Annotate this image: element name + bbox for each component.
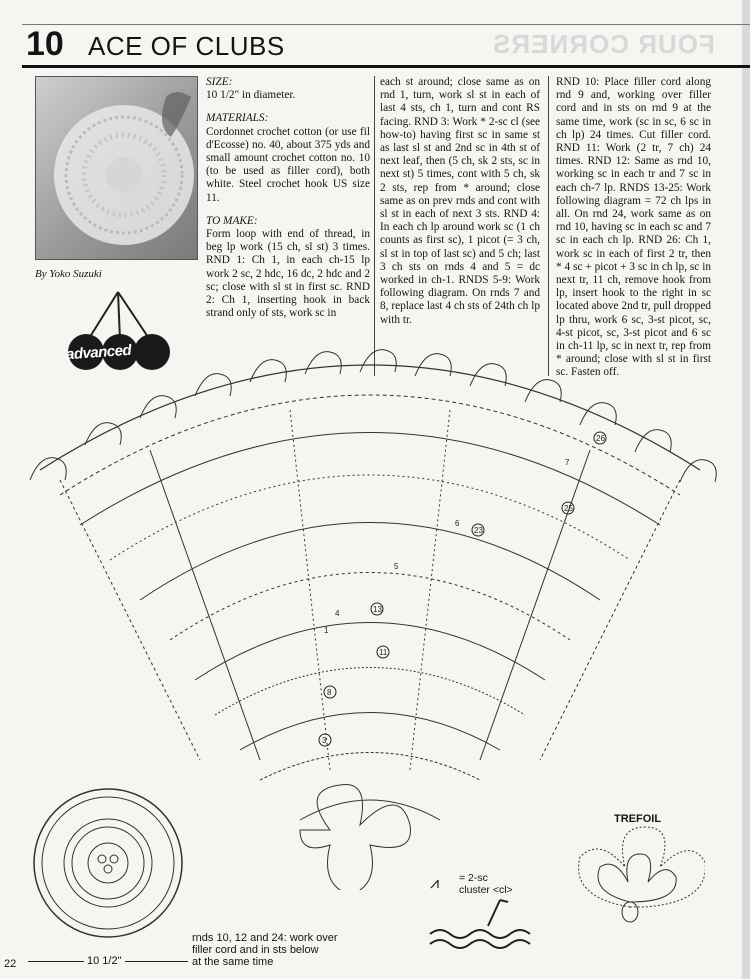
difficulty-badge: advanced xyxy=(65,341,132,364)
page-number: 22 xyxy=(4,958,17,970)
stitch-illustration xyxy=(428,896,548,952)
column-3-text: RND 10: Place filler cord along rnd 9 and, working over filler cord and in sts on rnd 9 at the same time, work (sc in sc, 6 sc in ch lp) 24 times. Cut filler cord. RND 11: Work (2 tr, 7 ch) 24 times. RND 12: Same as rnd 10, working sc in each tr and 7 sc in each ch-7 lp. RNDS 13-25: Work following diagram = 72 ch lps in all. On rnd 24, work same as on rnd 10, having sc in each sc and 7 sc in each ch lp. RND 26: Ch 1, work sc in each of first 2 tr, then * 4 sc + picot + 3 sc in ch lp, sc in next tr, 11 ch, remove hook from lp, insert hook to the right in sc located above 2nd tr, pull dropped lp thru, work 6 sc, 3-st picot, sc, 4-st picot, sc, 3-st picot and 6 sc in ch-11 lp, sc in next tr, rep from * around; close with sl st in first sc. Fasten off. xyxy=(556,76,711,379)
round-label: 26 xyxy=(596,434,605,443)
round-label: 3 xyxy=(322,736,327,745)
marker-label: 7 xyxy=(565,458,570,467)
dimension-label: 10 1/2" xyxy=(84,955,125,967)
doily-photo-art xyxy=(36,77,197,259)
round-label: 23 xyxy=(474,526,483,535)
page-title: ACE OF CLUBS xyxy=(88,31,285,61)
to-make-heading: TO MAKE: xyxy=(206,214,258,227)
pattern-number: 10 xyxy=(26,25,64,63)
page-edge xyxy=(742,0,750,979)
cluster-legend xyxy=(459,872,513,896)
note-line: rnds 10, 12 and 24: work over xyxy=(192,932,338,944)
doily-overview-diagram xyxy=(30,785,186,941)
size-heading: SIZE: xyxy=(206,76,233,88)
legend-line: cluster <cl> xyxy=(459,884,513,896)
title-bar xyxy=(22,24,750,68)
column-2-text: each st around; close same as on rnd 1, turn, work sl st in each of last 4 sts, ch 1, turn and cont RS facing. RND 3: Work * 2-sc cl (see how-to) having first sc in same st as last sl st and 2nd sc in 4th st of next leaf, then (5 ch, sk 2 sts, sc in next st) 5 times, cont with 5 ch, sk 2 sts, rep from * around; close same as on prev rnds and cont with sl st in each of next 3 sts. RND 4: In each ch lp around work sc (1 ch counts as first sc), 1 picot (= 3 ch, sl st in top of last sc) and 5 ch; last 3 ch sts on rnds 4 and 5 = dc worked in ch-1. RNDS 5-9: Work following diagram. On rnds 7 and 8, replace last 4 ch sts of 24th ch lp with tr. xyxy=(380,76,540,326)
legend-line: = 2-sc xyxy=(459,872,488,884)
note-line: filler cord and in sts below xyxy=(192,944,319,956)
filler-cord-note xyxy=(192,932,338,968)
round-label: 13 xyxy=(373,605,382,614)
trefoil-diagram xyxy=(555,812,705,932)
doily-photo xyxy=(35,76,198,260)
marker-label: 1 xyxy=(324,626,329,635)
marker-label: 4 xyxy=(335,609,340,618)
size-text: 10 1/2" in diameter. xyxy=(206,89,296,102)
instructions-column-1 xyxy=(206,76,370,320)
instructions-column-2 xyxy=(380,76,540,327)
note-line: at the same time xyxy=(192,956,274,968)
ghost-title: FOUR CORNERS xyxy=(492,29,715,59)
materials-text: Cordonnet crochet cotton (or use fil d'Ecosse) no. 40, about 375 yds and small amount crochet cotton no. 10 (to be used as filler cord), both white. Steel crochet hook US size 11. xyxy=(206,125,370,204)
cluster-symbol-icon: ⩘ xyxy=(430,873,440,892)
to-make-text: Form loop with end of thread, in beg lp work (15 ch, sl st) 3 times. RND 1: Ch 1, in each ch-15 lp work 2 sc, 2 hdc, 16 dc, 2 hdc and 2 sc; close with sl st in first sc. RND 2: Ch 1, inserting hook in back strand only of sts, work sc in xyxy=(206,228,370,320)
round-label: 25 xyxy=(564,504,573,513)
byline: By Yoko Suzuki xyxy=(35,268,102,280)
round-label: 11 xyxy=(379,648,388,657)
round-label: 8 xyxy=(327,688,332,697)
materials-heading: MATERIALS: xyxy=(206,112,269,125)
marker-label: 5 xyxy=(394,562,399,571)
trefoil-label: TREFOIL xyxy=(614,813,662,825)
marker-label: 6 xyxy=(455,519,460,528)
